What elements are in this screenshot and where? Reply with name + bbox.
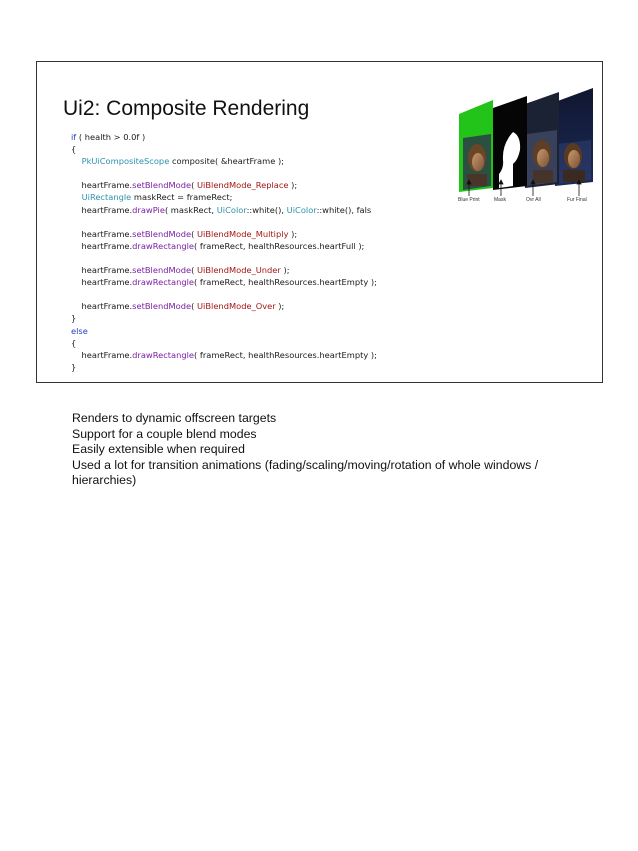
code-token: heartFrame. (71, 349, 133, 360)
code-line (71, 312, 377, 324)
code-token: } (71, 361, 77, 372)
bullet-item: Easily extensible when required (72, 442, 245, 457)
code-token: ::white(), fals (316, 204, 372, 215)
code-line (71, 179, 377, 191)
code-token: UiColor (286, 204, 317, 215)
code-token: ( frameRect, healthResources.heartFull ); (194, 240, 365, 251)
code-line (71, 349, 377, 361)
code-token: UiBlendMode_Over (196, 301, 276, 312)
slide-frame (36, 61, 603, 383)
bullet-item: Renders to dynamic offscreen targets (72, 411, 277, 425)
code-line (71, 361, 377, 373)
layer-panel-dark (555, 88, 593, 186)
code-token: composite( &heartFrame ); (169, 156, 284, 167)
code-token: if (71, 132, 77, 142)
code-token: drawPie (132, 204, 165, 215)
code-token: setBlendMode (132, 180, 192, 191)
code-token: ( (191, 265, 197, 276)
code-token: setBlendMode (132, 228, 192, 239)
code-token: ( health > 0.0f ) (76, 132, 146, 142)
code-token: UiBlendMode_Replace (196, 180, 289, 191)
code-token: heartFrame. (71, 277, 133, 288)
code-token: { (71, 337, 77, 348)
code-token: ); (280, 265, 290, 276)
bullet-list (72, 411, 582, 489)
code-token (71, 156, 82, 166)
code-token: ); (275, 301, 285, 312)
code-token: ( maskRect, (164, 204, 217, 215)
layer-label-final: Fur Final (567, 197, 587, 203)
layer-label-blueprint: Blue Print (458, 197, 480, 203)
composite-layers-illustration (417, 74, 597, 209)
code-token: drawRectangle (132, 277, 195, 288)
code-token: ( (191, 180, 197, 191)
slide-title: Ui2: Composite Rendering (63, 97, 310, 120)
code-line (71, 325, 377, 337)
code-line (71, 155, 377, 167)
code-token: else (71, 325, 88, 336)
code-token: ( frameRect, healthResources.heartEmpty ); (194, 277, 377, 288)
code-token: drawRectangle (132, 240, 195, 251)
code-token: setBlendMode (132, 265, 192, 276)
code-token: UiRectangle (81, 192, 132, 203)
layer-label-over: Ovr All (526, 197, 541, 203)
code-token: drawRectangle (132, 349, 195, 360)
code-line (71, 228, 377, 240)
layer-panel-blueprint (459, 100, 493, 192)
code-line (71, 252, 377, 264)
code-line (71, 131, 377, 143)
layer-panel-over (525, 92, 559, 188)
code-token: ); (288, 180, 298, 191)
code-listing (71, 131, 377, 373)
code-token: ( (191, 228, 197, 239)
code-token: UiColor (216, 204, 247, 215)
layer-label-mask: Mask (494, 197, 506, 203)
code-line (71, 191, 377, 203)
code-line (71, 240, 377, 252)
code-token: heartFrame. (71, 265, 133, 276)
code-token: setBlendMode (132, 301, 192, 312)
code-token: ); (288, 228, 298, 239)
code-line (71, 337, 377, 349)
code-token: ( (191, 301, 197, 312)
code-token: UiBlendMode_Under (196, 265, 281, 276)
code-token: heartFrame. (71, 228, 133, 239)
bullet-item: Used a lot for transition animations (fading/scaling/moving/rotation of whole windows / hierarchies) (72, 457, 539, 488)
code-token: heartFrame. (71, 180, 133, 191)
code-token: ( frameRect, healthResources.heartEmpty ); (194, 349, 377, 360)
code-token: heartFrame. (71, 204, 133, 215)
code-line (71, 288, 377, 300)
code-token: maskRect = frameRect; (131, 192, 233, 203)
code-line (71, 216, 377, 228)
code-token: UiBlendMode_Multiply (196, 228, 289, 239)
code-line (71, 276, 377, 288)
code-token: heartFrame. (71, 240, 133, 251)
code-token (71, 192, 82, 202)
code-line (71, 300, 377, 312)
code-token: } (71, 313, 77, 324)
code-token: ::white(), (246, 204, 287, 215)
code-token: PkUiCompositeScope (81, 156, 170, 167)
code-line (71, 143, 377, 155)
code-line (71, 204, 377, 216)
code-token: { (71, 144, 77, 155)
code-token: heartFrame. (71, 301, 133, 312)
layer-panel-mask (493, 96, 527, 190)
bullet-item: Support for a couple blend modes (72, 426, 257, 441)
code-line (71, 167, 377, 179)
code-line (71, 264, 377, 276)
